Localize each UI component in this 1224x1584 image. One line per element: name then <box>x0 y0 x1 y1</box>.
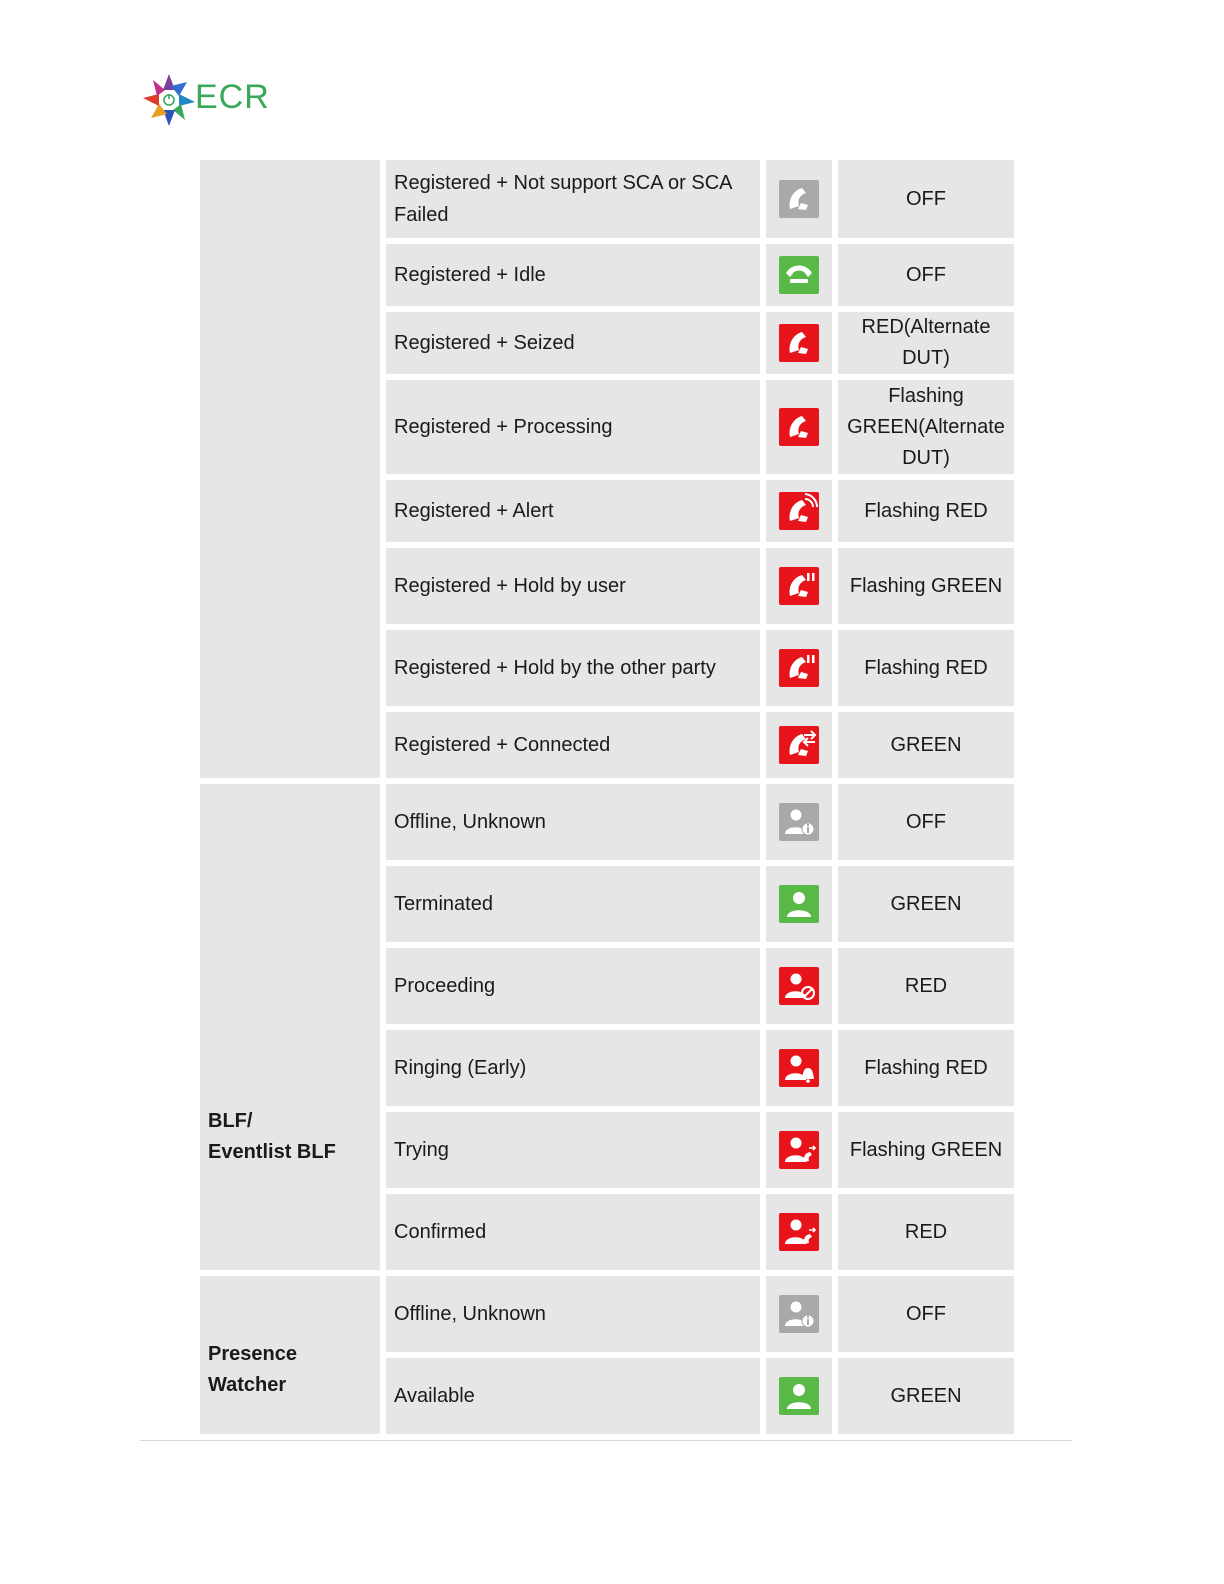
user-offline-grey-icon <box>778 802 820 842</box>
logo-text: ECR <box>195 78 270 116</box>
led-cell <box>838 712 1014 778</box>
logo-mark-icon <box>143 72 195 128</box>
group-label: Presence Watcher <box>208 1343 297 1396</box>
state-label: Registered + Seized <box>394 332 575 354</box>
state-cell <box>386 866 760 942</box>
phone-hold-red-icon <box>778 648 820 688</box>
group-label-cell <box>200 1276 380 1434</box>
led-status-label: GREEN <box>890 1384 962 1407</box>
led-status-label: OFF <box>906 263 946 286</box>
user-calling-red-icon <box>778 1212 820 1252</box>
status-icon-cell <box>766 948 832 1024</box>
state-label: Proceeding <box>394 975 496 997</box>
led-cell <box>838 244 1014 306</box>
status-icon-cell <box>766 784 832 860</box>
state-label: Registered + Alert <box>394 500 554 522</box>
state-label: Terminated <box>394 893 493 915</box>
led-cell <box>838 1194 1014 1270</box>
led-cell <box>838 948 1014 1024</box>
user-busy-red-icon <box>778 966 820 1006</box>
status-icon-cell <box>766 480 832 542</box>
led-cell <box>838 548 1014 624</box>
state-cell <box>386 548 760 624</box>
led-cell <box>838 312 1014 374</box>
status-icon-cell <box>766 1194 832 1270</box>
led-status-label: Flashing RED <box>864 499 988 522</box>
led-cell <box>838 1030 1014 1106</box>
phone-connected-red-icon <box>778 725 820 765</box>
status-icon-cell <box>766 380 832 474</box>
led-cell <box>838 160 1014 238</box>
user-offline-grey-icon <box>778 1294 820 1334</box>
state-label: Offline, Unknown <box>394 1303 546 1325</box>
state-cell <box>386 1276 760 1352</box>
status-icon-cell <box>766 1276 832 1352</box>
state-label: Ringing (Early) <box>394 1057 527 1079</box>
state-cell <box>386 712 760 778</box>
led-cell <box>838 630 1014 706</box>
status-icon-cell <box>766 312 832 374</box>
state-cell <box>386 1030 760 1106</box>
led-status-label: Flashing GREEN <box>849 1138 1003 1161</box>
state-label: Registered + Not support SCA or SCA Failed <box>394 172 732 226</box>
state-label: Registered + Processing <box>394 416 613 438</box>
led-status-label: OFF <box>906 810 946 833</box>
state-cell <box>386 1112 760 1188</box>
led-status-label: GREEN <box>890 733 962 756</box>
state-label: Confirmed <box>394 1221 487 1243</box>
led-cell <box>838 866 1014 942</box>
status-icon-cell <box>766 866 832 942</box>
state-cell <box>386 784 760 860</box>
phone-handset-red-icon <box>778 407 820 447</box>
state-label: Offline, Unknown <box>394 811 546 833</box>
group-label: BLF/ Eventlist BLF <box>208 1110 336 1163</box>
status-icon-cell <box>766 1358 832 1434</box>
footer-divider <box>140 1440 1072 1441</box>
phone-idle-green-icon <box>778 255 820 295</box>
status-icon-cell <box>766 1112 832 1188</box>
status-icon-cell <box>766 630 832 706</box>
led-status-label: Flashing RED <box>864 1056 988 1079</box>
status-icon-cell <box>766 712 832 778</box>
led-cell <box>838 784 1014 860</box>
led-cell <box>838 380 1014 474</box>
led-cell <box>838 1358 1014 1434</box>
state-label: Registered + Connected <box>394 734 611 756</box>
status-icon-cell <box>766 160 832 238</box>
table-row <box>200 1276 1014 1352</box>
led-cell <box>838 1112 1014 1188</box>
led-status-label: OFF <box>906 187 946 210</box>
led-cell <box>838 1276 1014 1352</box>
status-icon-cell <box>766 1030 832 1106</box>
state-cell <box>386 948 760 1024</box>
state-cell <box>386 380 760 474</box>
state-cell <box>386 1358 760 1434</box>
group-label-cell <box>200 160 380 778</box>
state-cell <box>386 630 760 706</box>
state-label: Registered + Hold by the other party <box>394 657 716 679</box>
state-cell <box>386 244 760 306</box>
phone-grey-icon <box>778 179 820 219</box>
led-status-label: Flashing GREEN <box>849 574 1003 597</box>
state-cell <box>386 160 760 238</box>
state-label: Available <box>394 1385 475 1407</box>
led-status-label: Flashing GREEN(Alternate DUT) <box>847 384 1005 469</box>
status-icon-cell <box>766 548 832 624</box>
led-cell <box>838 480 1014 542</box>
group-label-cell <box>200 784 380 1270</box>
table-row <box>200 784 1014 860</box>
led-status-label: Flashing RED <box>864 656 988 679</box>
phone-hold-red-icon <box>778 566 820 606</box>
state-label: Registered + Idle <box>394 264 546 286</box>
led-status-label: OFF <box>906 1302 946 1325</box>
phone-handset-red-icon <box>778 323 820 363</box>
state-cell <box>386 1194 760 1270</box>
phone-ringing-red-icon <box>778 491 820 531</box>
state-label: Trying <box>394 1139 449 1161</box>
led-status-label: RED <box>904 1220 948 1243</box>
led-status-label: RED(Alternate DUT) <box>861 316 991 369</box>
table-row <box>200 160 1014 238</box>
user-ringing-red-icon <box>778 1048 820 1088</box>
state-cell <box>386 312 760 374</box>
status-icon-cell <box>766 244 832 306</box>
led-status-table <box>194 154 1020 1440</box>
user-green-icon <box>778 884 820 924</box>
company-logo <box>143 72 270 130</box>
user-green-icon <box>778 1376 820 1416</box>
user-calling-red-icon <box>778 1130 820 1170</box>
state-cell <box>386 480 760 542</box>
led-status-label: RED <box>904 974 948 997</box>
led-status-label: GREEN <box>890 892 962 915</box>
state-label: Registered + Hold by user <box>394 575 626 597</box>
